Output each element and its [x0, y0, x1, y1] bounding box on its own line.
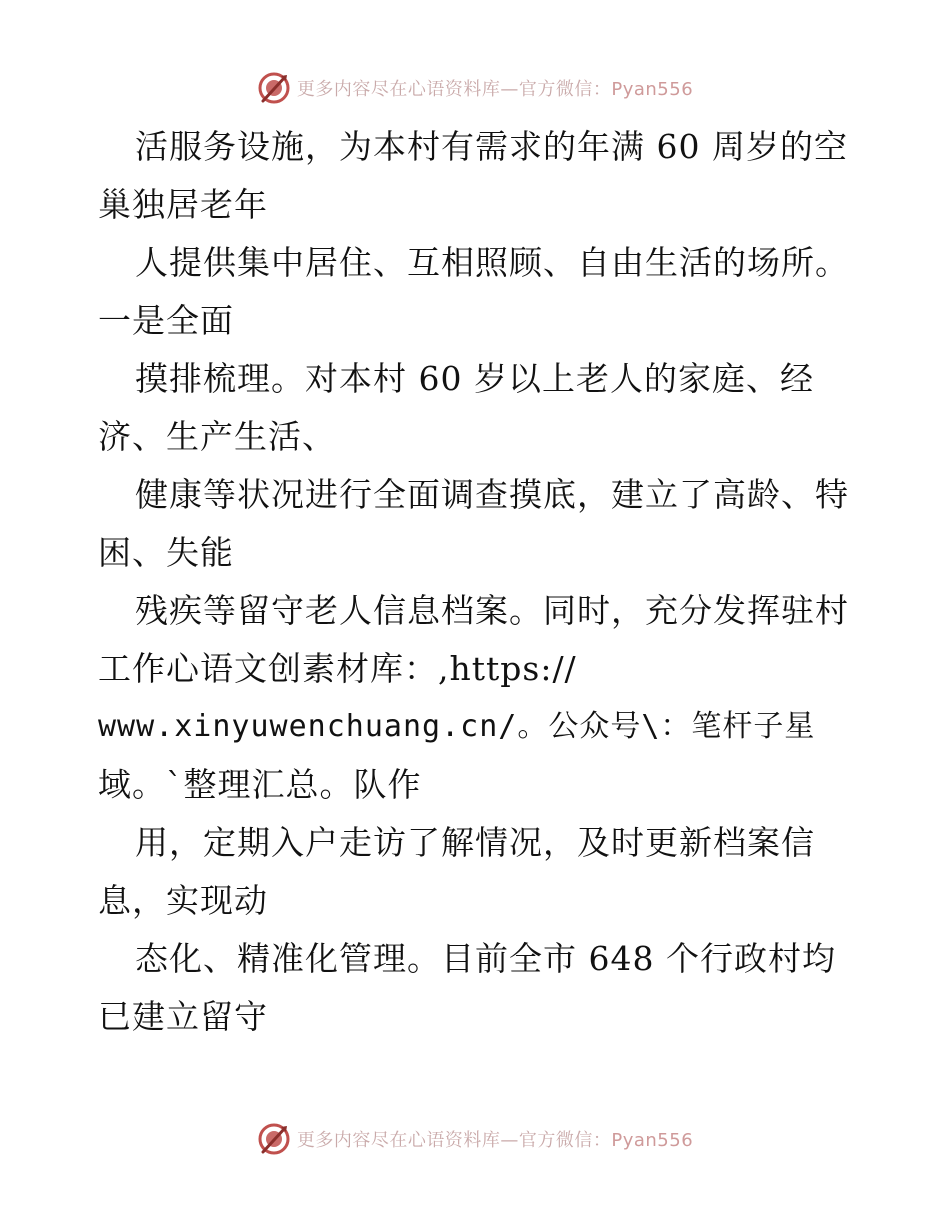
quill-circle-logo-icon: [257, 1122, 291, 1156]
body-line: 工作心语文创素材库：,https://: [98, 649, 577, 688]
body-line: 济、生产生活、: [98, 417, 336, 456]
quill-circle-logo-icon: [257, 71, 291, 105]
body-line: 人提供集中居住、互相照顾、自由生活的场所。: [135, 243, 849, 282]
body-line: 息，实现动: [98, 881, 268, 920]
body-line: 一是全面: [98, 301, 234, 340]
body-line: 态化、精准化管理。目前全市 648 个行政村均: [135, 939, 836, 978]
body-line: 已建立留守: [98, 997, 268, 1036]
body-line: 域。`整理汇总。队作: [98, 765, 422, 804]
footer-watermark: [0, 1119, 950, 1159]
document-body: [98, 118, 868, 1046]
body-line: 健康等状况进行全面调查摸底，建立了高龄、特: [135, 475, 849, 514]
body-line: 残疾等留守老人信息档案。同时，充分发挥驻村: [135, 591, 849, 630]
body-line-url: www.xinyuwenchuang.cn/。公众号\：笔杆子星: [98, 709, 816, 744]
body-line: 困、失能: [98, 533, 234, 572]
body-line: 活服务设施，为本村有需求的年满 60 周岁的空: [135, 127, 848, 166]
header-watermark-id: Pyan556: [611, 79, 694, 100]
body-line: 巢独居老年: [98, 185, 268, 224]
header-watermark-text: 更多内容尽在心语资料库—官方微信：: [296, 79, 612, 100]
footer-watermark-text: 更多内容尽在心语资料库—官方微信：: [296, 1130, 612, 1151]
header-watermark: [0, 68, 950, 108]
footer-watermark-id: Pyan556: [611, 1130, 694, 1151]
body-line: 用，定期入户走访了解情况，及时更新档案信: [135, 823, 815, 862]
body-line: 摸排梳理。对本村 60 岁以上老人的家庭、经: [135, 359, 814, 398]
